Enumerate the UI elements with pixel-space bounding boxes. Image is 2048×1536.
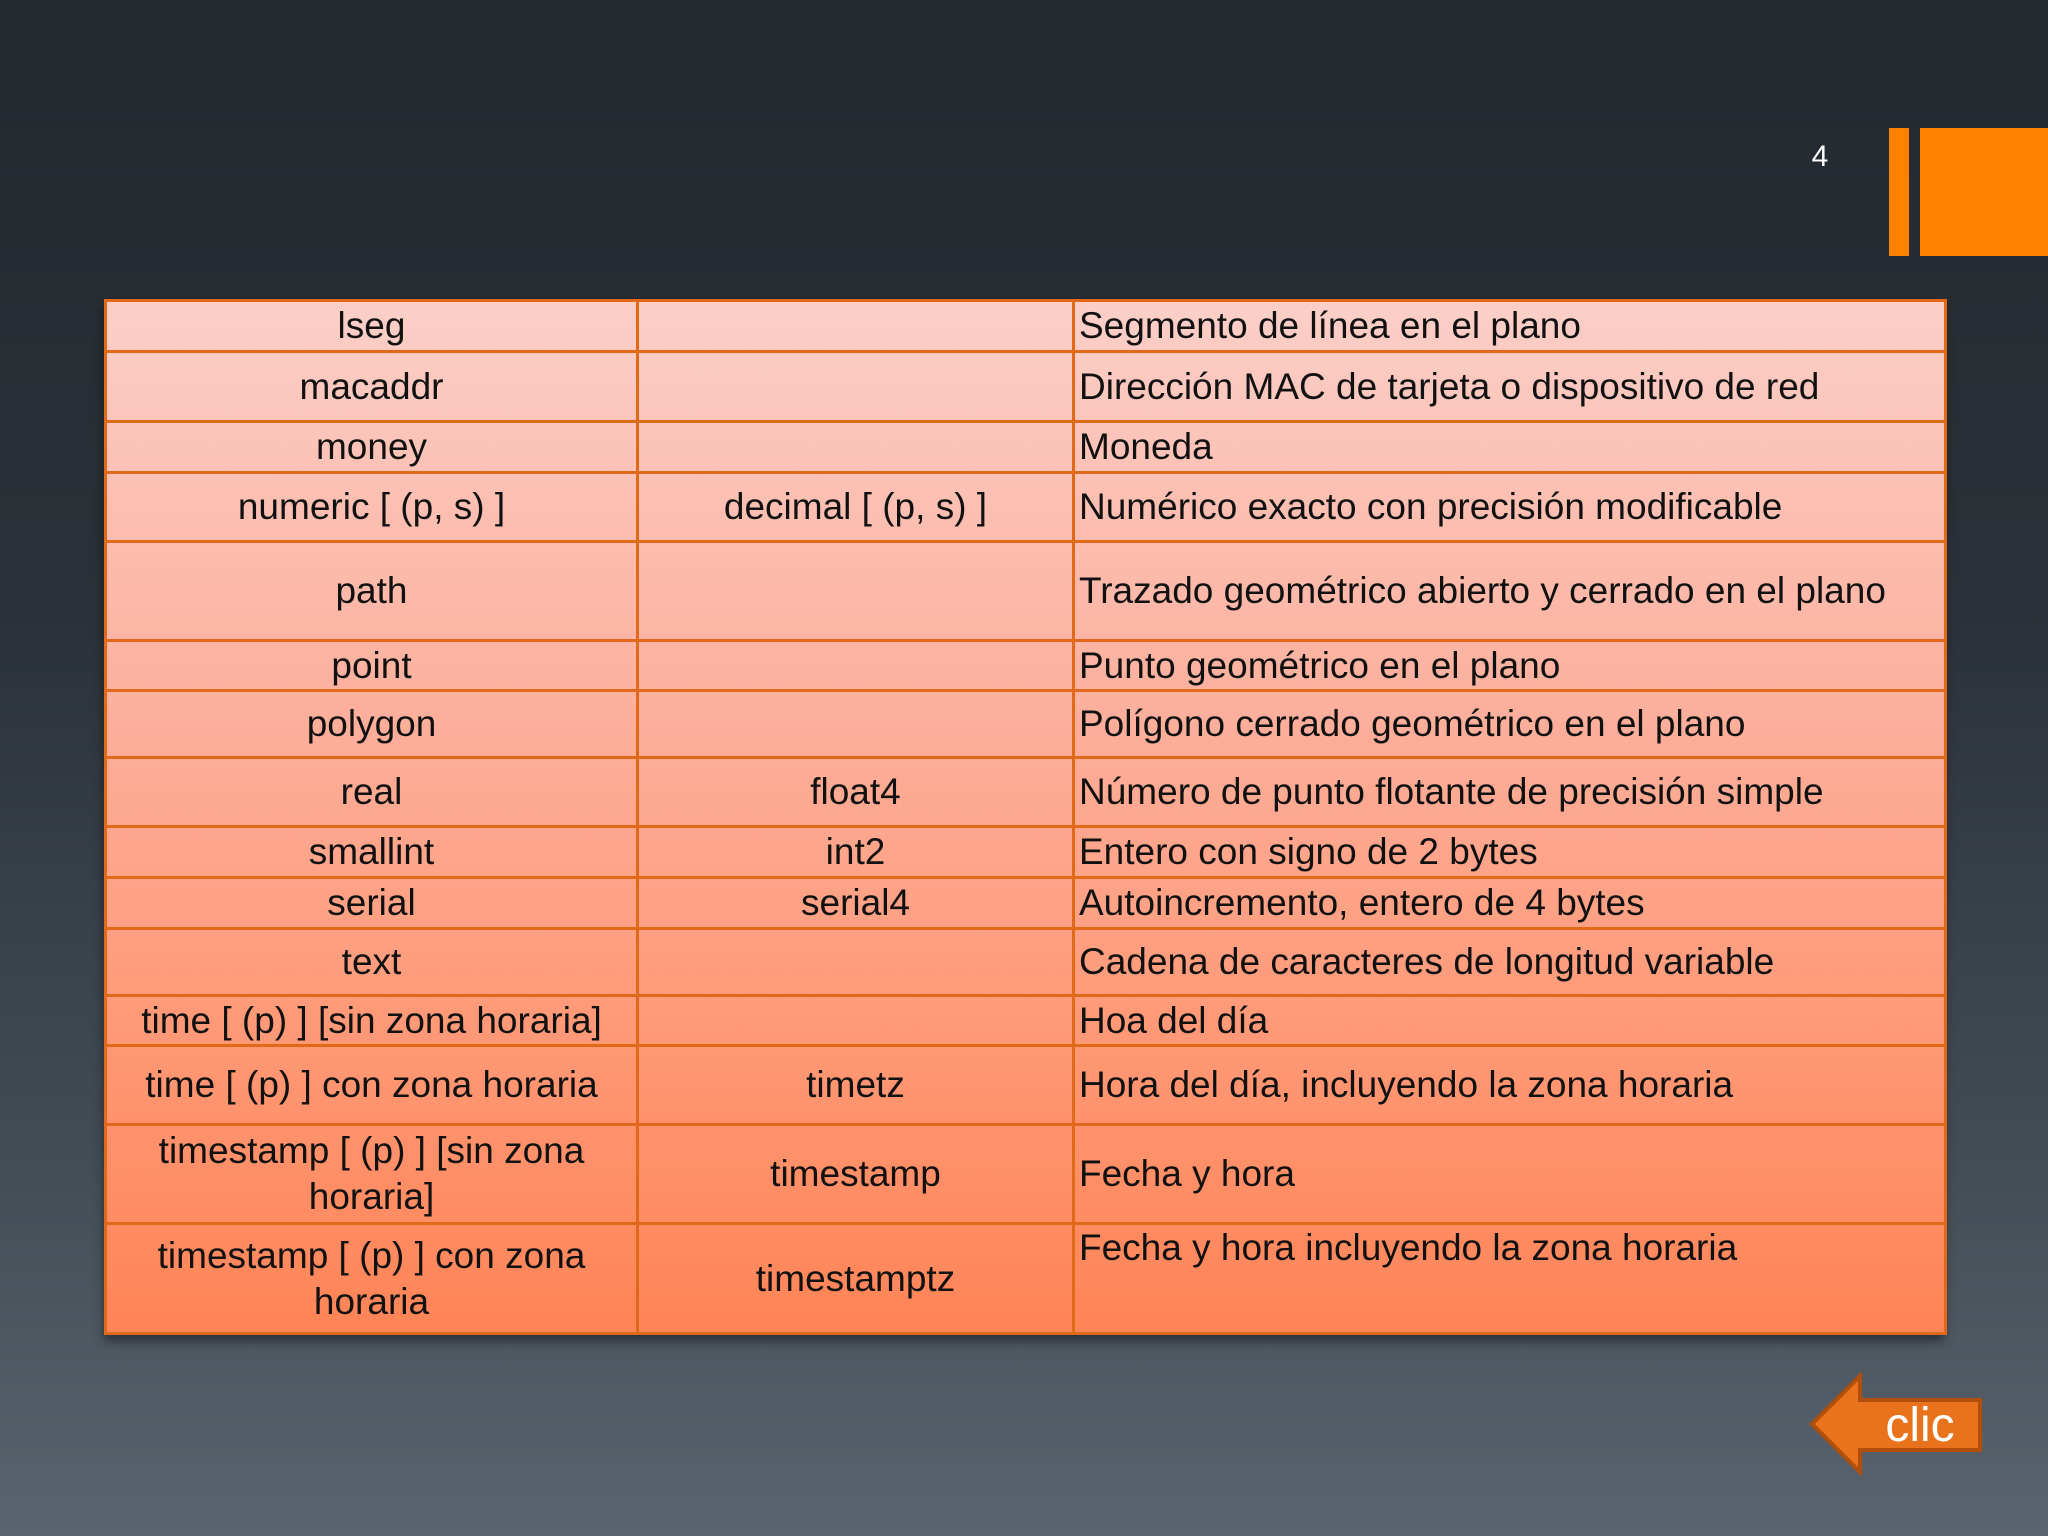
alias-cell bbox=[638, 641, 1074, 691]
type-cell: serial bbox=[106, 878, 638, 929]
alias-cell bbox=[638, 996, 1074, 1046]
clic-button-label: clic bbox=[1885, 1399, 1955, 1452]
table-row bbox=[106, 352, 1946, 422]
table-row bbox=[106, 929, 1946, 996]
description-cell: Número de punto flotante de precisión simple bbox=[1074, 758, 1946, 827]
alias-cell bbox=[638, 352, 1074, 422]
type-cell: real bbox=[106, 758, 638, 827]
type-cell: text bbox=[106, 929, 638, 996]
clic-button[interactable] bbox=[1808, 1372, 1984, 1476]
type-cell: timestamp [ (p) ] con zona horaria bbox=[106, 1224, 638, 1334]
table-row bbox=[106, 301, 1946, 352]
type-cell: money bbox=[106, 422, 638, 473]
type-cell: numeric [ (p, s) ] bbox=[106, 473, 638, 542]
slide-number: 4 bbox=[1811, 140, 1829, 173]
accent-bar-wide bbox=[1920, 128, 2048, 256]
table-row bbox=[106, 827, 1946, 878]
description-cell: Numérico exacto con precisión modificable bbox=[1074, 473, 1946, 542]
alias-cell bbox=[638, 422, 1074, 473]
alias-cell bbox=[638, 542, 1074, 641]
accent-bar-thin bbox=[1889, 128, 1909, 256]
description-cell: Fecha y hora bbox=[1074, 1125, 1946, 1224]
table-row bbox=[106, 1224, 1946, 1334]
description-cell: Trazado geométrico abierto y cerrado en el plano bbox=[1074, 542, 1946, 641]
data-types-table-container bbox=[104, 299, 1944, 1335]
alias-cell: timestamptz bbox=[638, 1224, 1074, 1334]
alias-cell bbox=[638, 929, 1074, 996]
type-cell: lseg bbox=[106, 301, 638, 352]
alias-cell: float4 bbox=[638, 758, 1074, 827]
description-cell: Moneda bbox=[1074, 422, 1946, 473]
table-row bbox=[106, 691, 1946, 758]
description-cell: Entero con signo de 2 bytes bbox=[1074, 827, 1946, 878]
alias-cell bbox=[638, 691, 1074, 758]
alias-cell: int2 bbox=[638, 827, 1074, 878]
description-cell: Segmento de línea en el plano bbox=[1074, 301, 1946, 352]
table-row bbox=[106, 1046, 1946, 1125]
table-row bbox=[106, 422, 1946, 473]
table-row bbox=[106, 473, 1946, 542]
table-row bbox=[106, 996, 1946, 1046]
type-cell: path bbox=[106, 542, 638, 641]
type-cell: time [ (p) ] con zona horaria bbox=[106, 1046, 638, 1125]
alias-cell: serial4 bbox=[638, 878, 1074, 929]
alias-cell: timestamp bbox=[638, 1125, 1074, 1224]
description-cell: Punto geométrico en el plano bbox=[1074, 641, 1946, 691]
table-row bbox=[106, 758, 1946, 827]
description-cell: Hoa del día bbox=[1074, 996, 1946, 1046]
description-cell: Hora del día, incluyendo la zona horaria bbox=[1074, 1046, 1946, 1125]
table-row bbox=[106, 542, 1946, 641]
alias-cell: timetz bbox=[638, 1046, 1074, 1125]
description-cell: Polígono cerrado geométrico en el plano bbox=[1074, 691, 1946, 758]
description-cell: Fecha y hora incluyendo la zona horaria bbox=[1074, 1224, 1946, 1334]
description-cell: Dirección MAC de tarjeta o dispositivo de red bbox=[1074, 352, 1946, 422]
type-cell: point bbox=[106, 641, 638, 691]
type-cell: timestamp [ (p) ] [sin zona horaria] bbox=[106, 1125, 638, 1224]
alias-cell bbox=[638, 301, 1074, 352]
table-row bbox=[106, 1125, 1946, 1224]
type-cell: time [ (p) ] [sin zona horaria] bbox=[106, 996, 638, 1046]
type-cell: smallint bbox=[106, 827, 638, 878]
alias-cell: decimal [ (p, s) ] bbox=[638, 473, 1074, 542]
table-row bbox=[106, 878, 1946, 929]
type-cell: polygon bbox=[106, 691, 638, 758]
type-cell: macaddr bbox=[106, 352, 638, 422]
description-cell: Cadena de caracteres de longitud variable bbox=[1074, 929, 1946, 996]
description-cell: Autoincremento, entero de 4 bytes bbox=[1074, 878, 1946, 929]
table-row bbox=[106, 641, 1946, 691]
data-types-table bbox=[104, 299, 1947, 1335]
